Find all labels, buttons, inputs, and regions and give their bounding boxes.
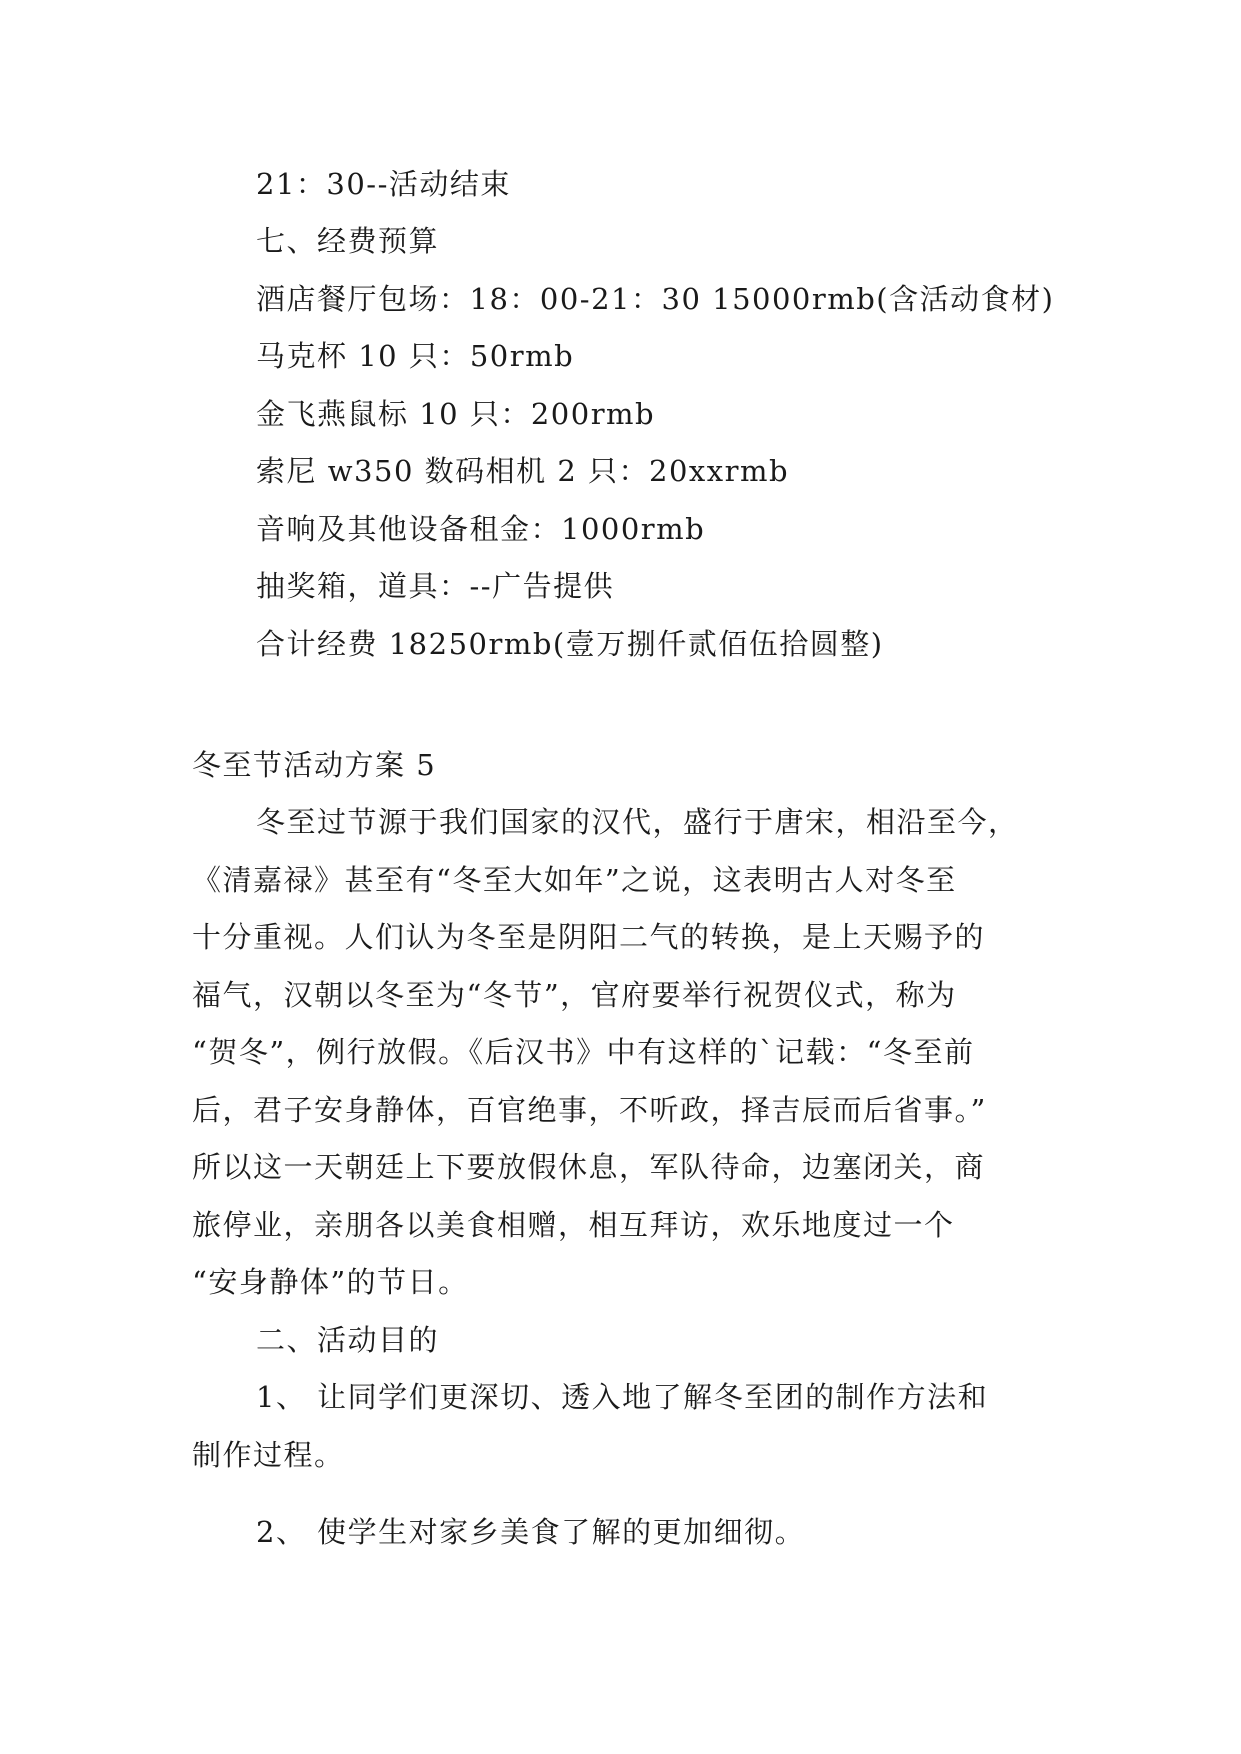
paragraph-line: 福气，汉朝以冬至为“冬节”，官府要举行祝贺仪式，称为 <box>192 978 957 1012</box>
budget-item-audio: 音响及其他设备租金：1000rmb <box>256 512 706 546</box>
budget-item-lottery: 抽奖箱，道具：--广告提供 <box>256 569 615 603</box>
budget-item-mice: 金飞燕鼠标 10 只：200rmb <box>256 397 656 431</box>
paragraph-line: 冬至过节源于我们国家的汉代，盛行于唐宋，相沿至今， <box>256 805 1019 839</box>
plan5-title: 冬至节活动方案 5 <box>192 748 437 782</box>
paragraph-line: 旅停业，亲朋各以美食相赠，相互拜访，欢乐地度过一个 <box>192 1208 955 1242</box>
budget-total: 合计经费 18250rmb(壹万捌仟贰佰伍拾圆整) <box>256 627 884 661</box>
schedule-end-line: 21：30--活动结束 <box>256 167 511 201</box>
paragraph-line: “贺冬”，例行放假。《后汉书》中有这样的`记载：“冬至前 <box>192 1035 975 1069</box>
goal-item-1-continued: 制作过程。 <box>192 1438 345 1472</box>
paragraph-line: “安身静体”的节日。 <box>192 1265 469 1299</box>
paragraph-line: 《清嘉禄》甚至有“冬至大如年”之说，这表明古人对冬至 <box>192 863 957 897</box>
budget-heading: 七、经费预算 <box>256 224 440 258</box>
goal-item-2: 2、 使学生对家乡美食了解的更加细彻。 <box>256 1515 806 1549</box>
paragraph-line: 所以这一天朝廷上下要放假休息，军队待命，边塞闭关，商 <box>192 1150 986 1184</box>
goal-item-1: 1、 让同学们更深切、透入地了解冬至团的制作方法和 <box>256 1380 989 1414</box>
paragraph-line: 后，君子安身静体，百官绝事，不听政，择吉辰而后省事。” <box>192 1093 987 1127</box>
budget-item-cameras: 索尼 w350 数码相机 2 只：20xxrmb <box>256 454 790 488</box>
budget-item-hotel: 酒店餐厅包场：18：00-21：30 15000rmb(含活动食材) <box>256 282 1055 316</box>
section-heading-goals: 二、活动目的 <box>256 1323 440 1357</box>
paragraph-line: 十分重视。人们认为冬至是阴阳二气的转换，是上天赐予的 <box>192 920 986 954</box>
budget-item-mugs: 马克杯 10 只：50rmb <box>256 339 575 373</box>
